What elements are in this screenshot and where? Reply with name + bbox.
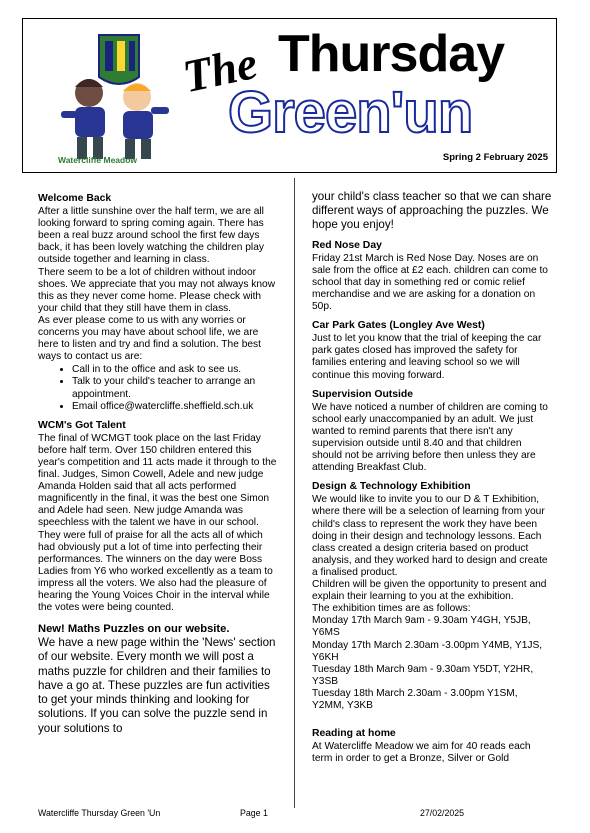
- reading-body: At Watercliffe Meadow we aim for 40 reads each term in order to get a Bronze, Silver or Gold: [312, 741, 531, 765]
- right-column: [312, 190, 552, 765]
- talent-heading: WCM's Got Talent: [38, 419, 126, 431]
- dt-time-slot: Tuesday 18th March 2.30am - 3.00pm Y1SM, Y2MM, Y3KB: [312, 687, 518, 711]
- supervision-heading: Supervision Outside: [312, 388, 414, 400]
- dt-heading: Design & Technology Exhibition: [312, 481, 471, 493]
- reading-heading: Reading at home: [312, 728, 396, 740]
- car-park-body: Just to let you know that the trial of keeping the car park gates closed has improved the safety for families entering and leaving school so we will continue this moving forward.: [312, 333, 542, 381]
- contact-list: [38, 364, 278, 412]
- footer-title: Watercliffe Thursday Green 'Un: [38, 808, 161, 818]
- red-nose-body: Friday 21st March is Red Nose Day. Noses are on sale from the office at £2 each. children can come to school that day in something red or comic relief merchandise and we are asking for a donation on 50p.: [312, 252, 548, 313]
- title-thursday: Thursday: [278, 25, 505, 83]
- welcome-paragraph: After a little sunshine over the half term, we are all looking forward to spring coming again. There has been a real buzz around school the first few days back, it has been lovely watching the children play outside together and learning in class.: [38, 206, 264, 266]
- contact-paragraph: As ever please come to us with any worries or concerns you may have about school life, we are here to listen and try and find a solution. The best ways to contact us are:: [38, 314, 261, 363]
- contact-email-link[interactable]: • Email office@watercliffe.sheffield.sch.uk: [72, 401, 278, 413]
- contact-item: • Call in to the office and ask to see us.: [72, 364, 278, 376]
- welcome-heading: Welcome Back: [38, 193, 112, 204]
- maths-body: We have a new page within the 'News' section of our website. Every month we will post a maths puzzle for children and their families to have a go at. These puzzles are fun activities to get your minds thinking and looking for solutions. If you can solve the puzzle send in your solutions to: [38, 636, 276, 735]
- maths-continued: your child's class teacher so that we can share different ways of approaching the puzzles. We hope you enjoy!: [312, 190, 552, 232]
- dt-intro: We would like to invite you to our D & T Exhibition, where there will be a selection of learning from your child's class to represent the work they have been doing in their design and technology lessons. Each class created a design criteria based on product analysis, and they worked hard to design and create a finalised product.: [312, 494, 548, 578]
- red-nose-heading: Red Nose Day: [312, 239, 382, 251]
- footer-page-number: Page 1: [240, 808, 268, 818]
- logo-caption: Watercliffe Meadow: [58, 155, 138, 165]
- edition-date: Spring 2 February 2025: [442, 152, 548, 163]
- dt-times-intro: The exhibition times are as follows:: [312, 603, 471, 615]
- dt-present: Children will be given the opportunity to present and explain their learning to you at the exhibition.: [312, 579, 547, 603]
- contact-item: • Talk to your child's teacher to arrange an appointment.: [72, 376, 278, 400]
- column-divider: [294, 178, 295, 808]
- title-the: The: [178, 36, 262, 103]
- dt-time-slot: Monday 17th March 9am - 9.30am Y4GH, Y5JB, Y6MS: [312, 615, 531, 639]
- car-park-heading: Car Park Gates (Longley Ave West): [312, 320, 485, 332]
- masthead: [22, 18, 557, 173]
- left-column: [38, 188, 278, 736]
- dt-time-slot: Tuesday 18th March 9am - 9.30am Y5DT, Y2HR, Y3SB: [312, 663, 534, 687]
- indoor-shoes-paragraph: There seem to be a lot of children without indoor shoes. We appreciate that you may not always know this as they never come home. Please check with your child that they still have them in class.: [38, 266, 276, 314]
- maths-heading: New! Maths Puzzles on our website.: [38, 623, 230, 636]
- talent-body: The final of WCMGT took place on the last Friday before half term. Over 150 children entered this year's competition and 11 acts made it through to the final. Judges, Simon Cowell, Adele and new judge Amanda Holden said that all acts performed magnificently in the final, it was the best one Simon and Adele had seen. New judge Amanda was speechless with the talent we have in our school. They were full of praise for all the acts all of which had obviously put a lot of time into perfecting their performances. The winners on the day were Boss Ladies from Y6 who worked excellently as a team to impress all the voters. We also had the pleasure of hearing the Young Voices Choir in the interval while the votes were being counted.: [38, 432, 277, 614]
- footer-date: 27/02/2025: [420, 808, 465, 818]
- school-logo: [41, 27, 186, 167]
- supervision-body: We have noticed a number of children are coming to school early unaccompanied by an adult. We just wanted to remind parents that there isn't any supervision outside until 8.40 and that children should not be arriving before then unless they are attending Breakfast Club.: [312, 401, 548, 474]
- dt-time-slot: Monday 17th March 2.30am -3.00pm Y4MB, Y1JS, Y6KH: [312, 639, 543, 663]
- title-greenun: Green'un: [228, 80, 473, 145]
